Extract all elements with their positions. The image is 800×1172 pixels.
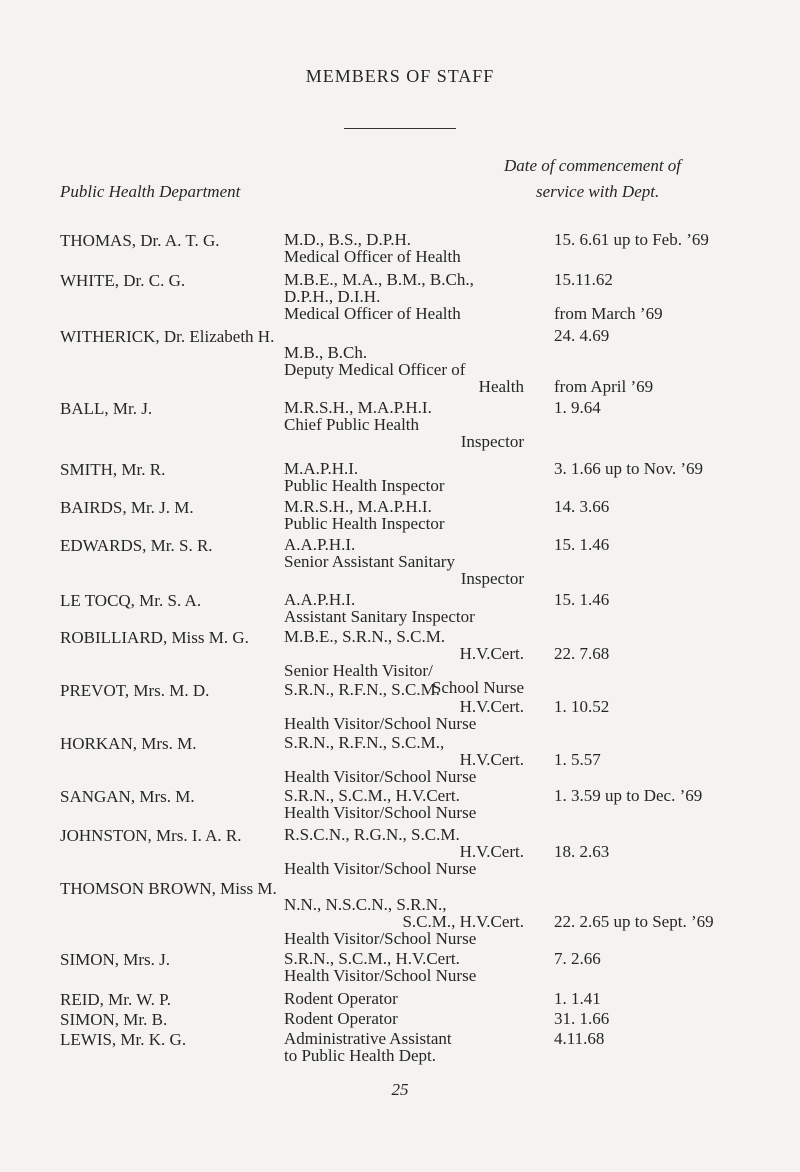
- staff-qualifications: [284, 990, 524, 1007]
- service-date-line: [554, 734, 601, 751]
- staff-name: SMITH, Mr. R.: [60, 460, 166, 479]
- staff-name: BALL, Mr. J.: [60, 399, 153, 418]
- staff-name: WHITE, Dr. C. G.: [60, 271, 186, 290]
- service-dates: [554, 1030, 604, 1047]
- service-date-line: 15. 6.61 up to Feb. ’69: [554, 230, 709, 249]
- service-date-line: [554, 361, 653, 378]
- page-title: MEMBERS OF STAFF: [305, 66, 495, 86]
- staff-name: BAIRDS, Mr. J. M.: [60, 498, 194, 517]
- qualification-line: S.R.N., S.C.M., H.V.Cert.: [284, 786, 460, 805]
- page-number: 25: [391, 1080, 409, 1099]
- service-date-line: from March ’69: [554, 304, 663, 323]
- qualification-line: M.B.E., S.R.N., S.C.M.: [284, 627, 446, 646]
- qualification-line: Health: [478, 377, 524, 396]
- staff-qualifications: [284, 734, 524, 785]
- staff-qualifications: [284, 536, 524, 587]
- service-date-line: 24. 4.69: [554, 326, 610, 345]
- service-date-line: [554, 896, 714, 913]
- qualification-line: M.A.P.H.I.: [284, 459, 359, 478]
- service-date-line: 31. 1.66: [554, 1009, 610, 1028]
- service-date-line: 22. 2.65 up to Sept. ’69: [554, 912, 714, 931]
- qualification-line: N.N., N.S.C.N., S.R.N.,: [284, 895, 447, 914]
- date-column-header-line1: Date of commencement of: [504, 156, 682, 175]
- service-dates: [554, 826, 609, 860]
- qualification-line: Inspector: [460, 569, 524, 588]
- qualification-line: H.V.Cert.: [459, 750, 524, 769]
- qualification-line: Medical Officer of Health: [284, 304, 461, 323]
- staff-name: SIMON, Mrs. J.: [60, 950, 171, 969]
- qualification-line: Medical Officer of Health: [284, 247, 461, 266]
- service-dates: [554, 399, 601, 416]
- staff-qualifications: [284, 231, 524, 265]
- staff-name: SANGAN, Mrs. M.: [60, 787, 195, 806]
- qualification-line: Public Health Inspector: [284, 514, 445, 533]
- service-date-line: 1. 1.41: [554, 989, 601, 1008]
- staff-name: LE TOCQ, Mr. S. A.: [60, 591, 202, 610]
- qualification-line: M.D., B.S., D.P.H.: [284, 230, 412, 249]
- qualification-line: Health Visitor/School Nurse: [284, 767, 477, 786]
- qualification-line: to Public Health Dept.: [284, 1046, 437, 1065]
- qualification-line: Rodent Operator: [284, 989, 398, 1008]
- qualification-line: R.S.C.N., R.G.N., S.C.M.: [284, 825, 460, 844]
- qualification-line: Health Visitor/School Nurse: [284, 714, 477, 733]
- qualification-line: Assistant Sanitary Inspector: [284, 607, 475, 626]
- service-dates: [554, 536, 609, 553]
- staff-qualifications: [284, 327, 524, 395]
- qualification-line: M.B.E., M.A., B.M., B.Ch.,: [284, 270, 474, 289]
- qualification-line: A.A.P.H.I.: [284, 535, 356, 554]
- service-dates: [554, 327, 653, 395]
- staff-name: WITHERICK, Dr. Elizabeth H.: [60, 327, 275, 346]
- staff-name: THOMAS, Dr. A. T. G.: [60, 231, 220, 250]
- service-date-line: [554, 344, 653, 361]
- staff-name: EDWARDS, Mr. S. R.: [60, 536, 213, 555]
- qualification-line: Health Visitor/School Nurse: [284, 929, 477, 948]
- qualification-line: S.R.N., S.C.M., H.V.Cert.: [284, 949, 460, 968]
- staff-qualifications: [284, 678, 524, 733]
- service-dates: [554, 950, 601, 967]
- service-date-line: 14. 3.66: [554, 497, 610, 516]
- staff-qualifications: [284, 460, 524, 494]
- service-dates: [554, 498, 609, 515]
- service-date-line: 4.11.68: [554, 1029, 605, 1048]
- service-date-line: [554, 288, 663, 305]
- qualification-line: D.P.H., D.I.H.: [284, 287, 381, 306]
- service-date-line: 22. 7.68: [554, 644, 610, 663]
- qualification-line: Senior Health Visitor/: [284, 661, 433, 680]
- qualification-line: Health Visitor/School Nurse: [284, 859, 477, 878]
- staff-qualifications: [284, 271, 524, 322]
- department-header: Public Health Department: [60, 182, 241, 201]
- service-date-line: 1. 9.64: [554, 398, 601, 417]
- qualification-line: H.V.Cert.: [459, 842, 524, 861]
- service-date-line: 15. 1.46: [554, 535, 610, 554]
- qualification-line: S.C.M., H.V.Cert.: [402, 912, 524, 931]
- staff-name: LEWIS, Mr. K. G.: [60, 1030, 187, 1049]
- service-date-line: 15.11.62: [554, 270, 613, 289]
- service-date-line: 3. 1.66 up to Nov. ’69: [554, 459, 704, 478]
- staff-qualifications: [284, 950, 524, 984]
- qualification-line: Senior Assistant Sanitary: [284, 552, 455, 571]
- service-date-line: from April ’69: [554, 377, 654, 396]
- service-date-line: [554, 628, 609, 645]
- service-date-line: 1. 3.59 up to Dec. ’69: [554, 786, 703, 805]
- qualification-line: Health Visitor/School Nurse: [284, 803, 477, 822]
- date-column-header-line2: service with Dept.: [536, 182, 660, 201]
- staff-qualifications: [284, 787, 524, 821]
- service-date-line: 1. 10.52: [554, 697, 610, 716]
- staff-qualifications: [284, 399, 524, 450]
- qualification-line: [284, 879, 524, 896]
- service-dates: [554, 460, 703, 477]
- qualification-line: Deputy Medical Officer of: [284, 360, 466, 379]
- qualification-line: A.A.P.H.I.: [284, 590, 356, 609]
- qualification-line: Administrative Assistant: [284, 1029, 452, 1048]
- staff-qualifications: [284, 498, 524, 532]
- service-date-line: 7. 2.66: [554, 949, 601, 968]
- title-rule: [344, 128, 456, 129]
- staff-qualifications: [284, 826, 524, 877]
- staff-name: ROBILLIARD, Miss M. G.: [60, 628, 249, 647]
- qualification-line: M.R.S.H., M.A.P.H.I.: [284, 497, 432, 516]
- qualification-line: School Nurse: [431, 678, 524, 697]
- service-date-line: 18. 2.63: [554, 842, 610, 861]
- qualification-line: H.V.Cert.: [459, 644, 524, 663]
- service-date-line: [554, 879, 714, 896]
- qualification-line: Inspector: [460, 432, 524, 451]
- service-dates: [554, 271, 663, 322]
- qualification-line: M.B., B.Ch.: [284, 343, 368, 362]
- qualification-line: M.R.S.H., M.A.P.H.I.: [284, 398, 432, 417]
- qualification-line: S.R.N., R.F.N., S.C.M.,: [284, 733, 445, 752]
- qualification-line: H.V.Cert.: [459, 697, 524, 716]
- service-date-line: [554, 681, 609, 698]
- staff-name: REID, Mr. W. P.: [60, 990, 171, 1009]
- qualification-line: S.R.N., R.F.N., S.C.M.: [284, 680, 440, 699]
- service-date-line: 15. 1.46: [554, 590, 610, 609]
- staff-qualifications: [284, 1010, 524, 1027]
- staff-name: SIMON, Mr. B.: [60, 1010, 168, 1029]
- service-date-line: 1. 5.57: [554, 750, 601, 769]
- service-date-line: [554, 826, 609, 843]
- service-dates: [554, 628, 609, 662]
- service-dates: [554, 787, 702, 804]
- service-dates: [554, 681, 609, 715]
- qualification-line: Public Health Inspector: [284, 476, 445, 495]
- service-dates: [554, 231, 709, 248]
- qualification-line: [284, 327, 524, 344]
- service-dates: [554, 879, 714, 930]
- staff-qualifications: [284, 591, 524, 625]
- qualification-line: Chief Public Health: [284, 415, 420, 434]
- staff-name: JOHNSTON, Mrs. I. A. R.: [60, 826, 242, 845]
- service-dates: [554, 591, 609, 608]
- qualification-line: Rodent Operator: [284, 1009, 398, 1028]
- qualification-line: Health Visitor/School Nurse: [284, 966, 477, 985]
- staff-name: HORKAN, Mrs. M.: [60, 734, 197, 753]
- service-dates: [554, 734, 601, 768]
- staff-qualifications: [284, 879, 524, 947]
- service-dates: [554, 990, 601, 1007]
- service-dates: [554, 1010, 609, 1027]
- staff-name: PREVOT, Mrs. M. D.: [60, 681, 210, 700]
- staff-qualifications: [284, 1030, 524, 1064]
- staff-name: THOMSON BROWN, Miss M.: [60, 879, 277, 898]
